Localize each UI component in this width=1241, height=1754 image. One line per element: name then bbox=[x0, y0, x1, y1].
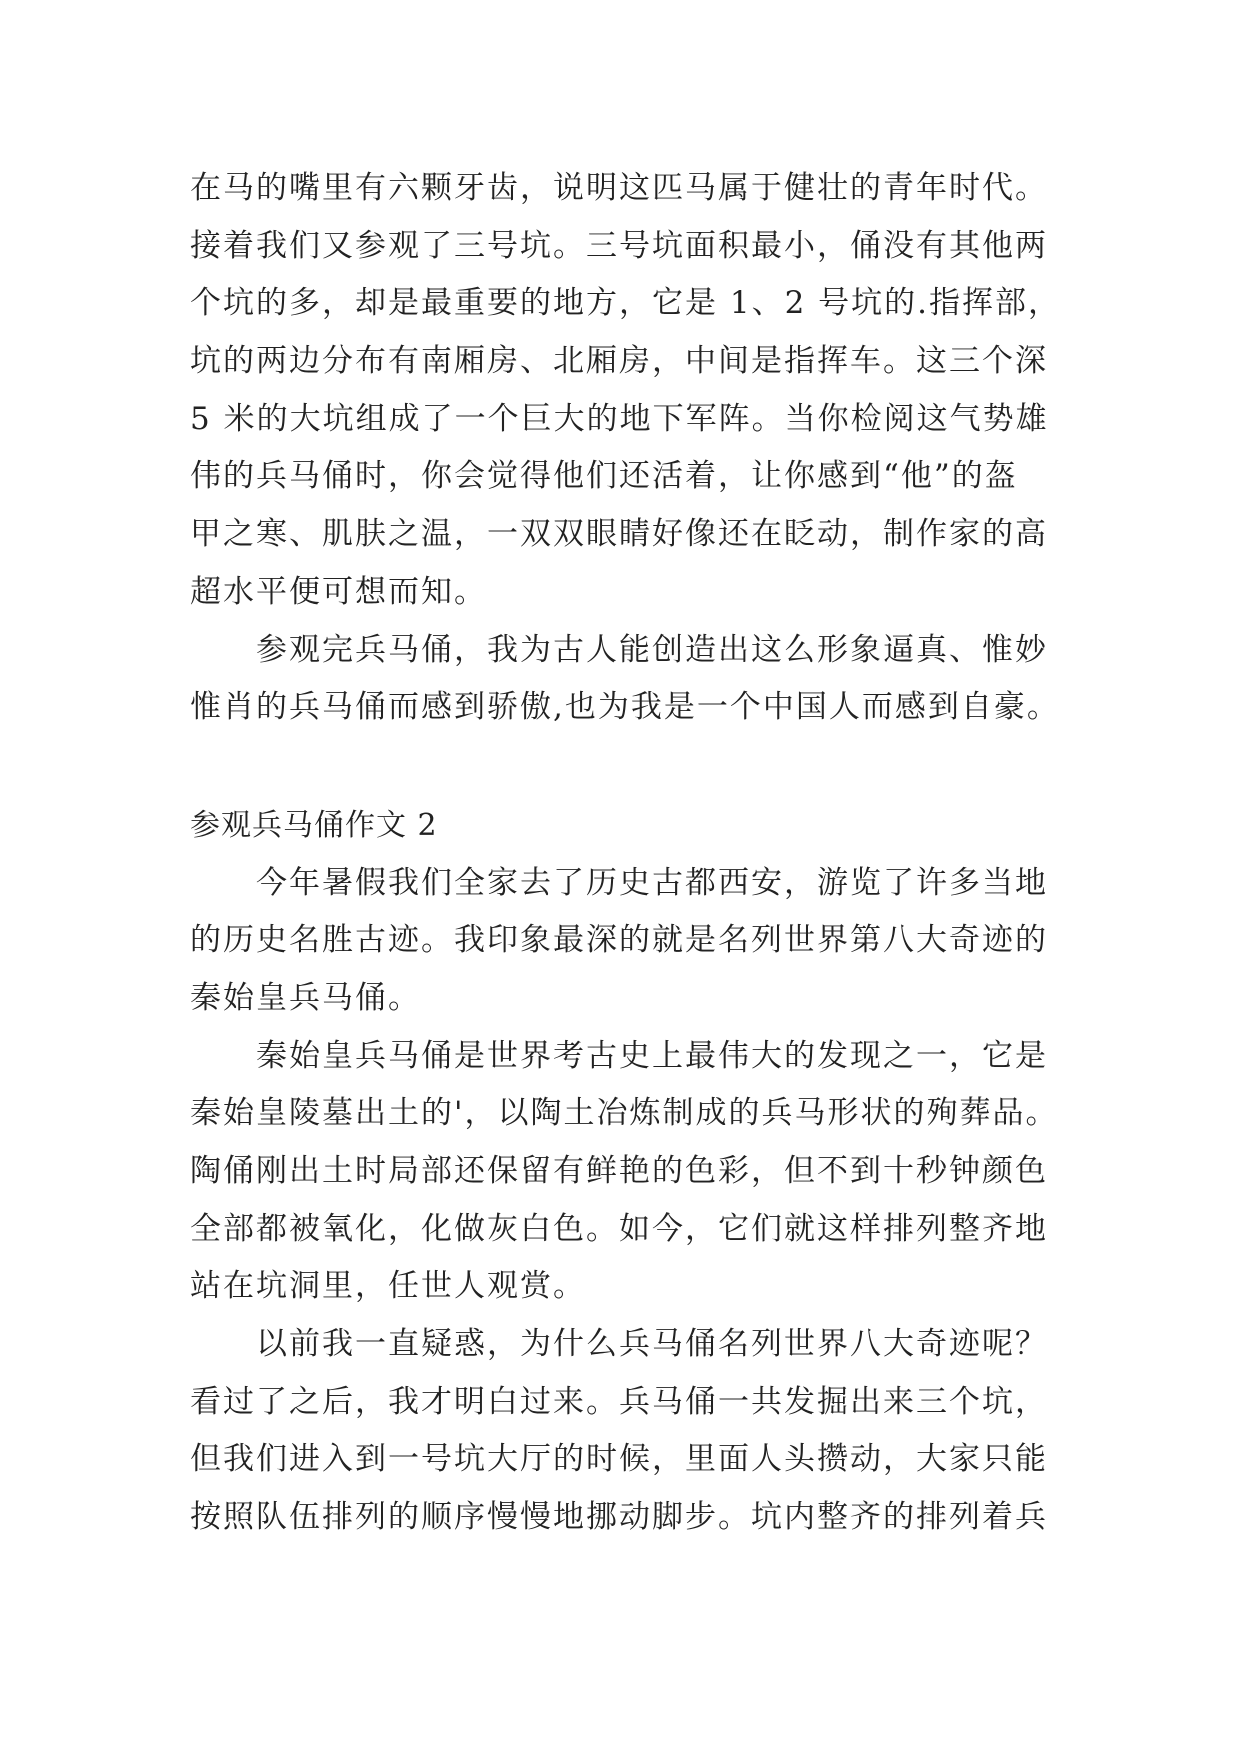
text-line: 个坑的多，却是最重要的地方，它是 1、2 号坑的.指挥部， bbox=[190, 285, 1062, 322]
text-line: 惟肖的兵马俑而感到骄傲,也为我是一个中国人而感到自豪。 bbox=[190, 689, 1060, 726]
text-line: 秦始皇陵墓出土的'，以陶土冶炼制成的兵马形状的殉葬品。 bbox=[190, 1095, 1059, 1132]
text-line: 秦始皇兵马俑。 bbox=[190, 979, 421, 1016]
text-line: 参观完兵马俑，我为古人能创造出这么形象逼真、惟妙 bbox=[256, 631, 1048, 668]
text-line: 今年暑假我们全家去了历史古都西安，游览了许多当地 bbox=[256, 864, 1048, 901]
essay-title: 参观兵马俑作文 2 bbox=[190, 807, 438, 843]
paragraph-wonder-question bbox=[190, 1316, 1070, 1547]
text-line: 秦始皇兵马俑是世界考古史上最伟大的发现之一，它是 bbox=[256, 1037, 1048, 1074]
paragraph-horse-and-pit-three bbox=[190, 160, 1070, 622]
paragraph-terracotta-discovery bbox=[190, 1028, 1070, 1316]
text-line: 全部都被氧化，化做灰白色。如今，它们就这样排列整齐地 bbox=[190, 1210, 1048, 1247]
text-line: 超水平便可想而知。 bbox=[190, 573, 487, 610]
paragraph-conclusion bbox=[190, 622, 1070, 737]
text-line: 5 米的大坑组成了一个巨大的地下军阵。当你检阅这气势雄 bbox=[190, 400, 1049, 437]
text-line: 看过了之后，我才明白过来。兵马俑一共发掘出来三个坑， bbox=[190, 1383, 1048, 1420]
text-line: 在马的嘴里有六颗牙齿，说明这匹马属于健壮的青年时代。 bbox=[190, 170, 1048, 206]
document-body bbox=[190, 160, 1070, 1547]
text-line: 陶俑刚出土时局部还保留有鲜艳的色彩，但不到十秒钟颜色 bbox=[190, 1153, 1048, 1189]
text-line: 坑的两边分布有南厢房、北厢房，中间是指挥车。这三个深 bbox=[190, 343, 1048, 380]
text-line: 接着我们又参观了三号坑。三号坑面积最小，俑没有其他两 bbox=[190, 227, 1048, 264]
text-line: 的历史名胜古迹。我印象最深的就是名列世界第八大奇迹的 bbox=[190, 922, 1048, 959]
paragraph-summer-trip bbox=[190, 855, 1070, 1028]
section-gap bbox=[190, 737, 1070, 797]
text-line: 以前我一直疑惑，为什么兵马俑名列世界八大奇迹呢？ bbox=[256, 1326, 1048, 1363]
text-line: 站在坑洞里，任世人观赏。 bbox=[190, 1268, 586, 1305]
text-line: 但我们进入到一号坑大厅的时候，里面人头攒动，大家只能 bbox=[190, 1441, 1048, 1478]
text-line: 按照队伍排列的顺序慢慢地挪动脚步。坑内整齐的排列着兵 bbox=[190, 1499, 1048, 1536]
text-line: 甲之寒、肌肤之温，一双双眼睛好像还在眨动，制作家的高 bbox=[190, 516, 1048, 553]
text-line: 伟的兵马俑时，你会觉得他们还活着，让你感到“他”的盔 bbox=[190, 458, 1018, 495]
